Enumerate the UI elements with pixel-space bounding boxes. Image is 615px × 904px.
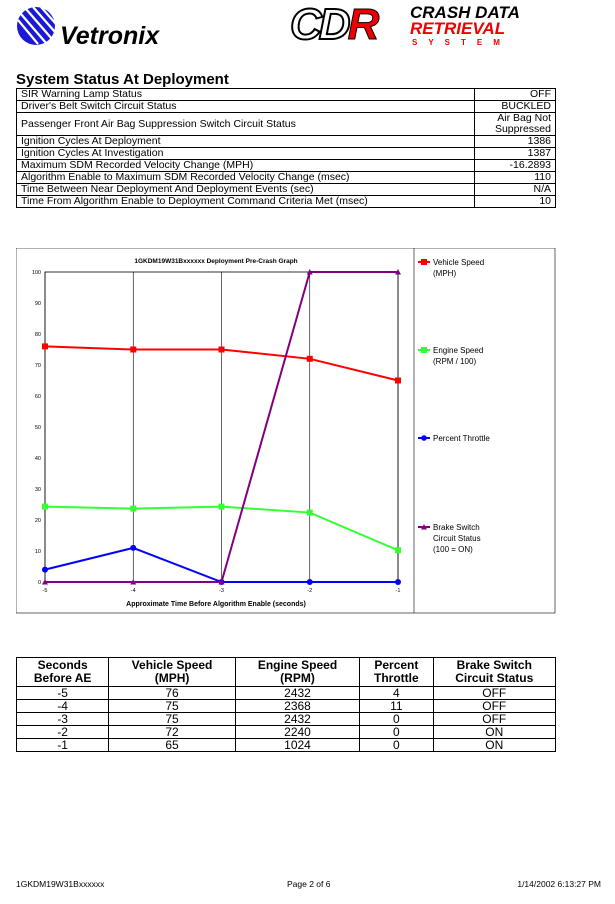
legend-label: (RPM / 100): [433, 357, 477, 366]
y-tick-label: 60: [34, 394, 41, 400]
x-tick-label: -5: [42, 588, 48, 594]
table-cell: ON: [433, 739, 556, 752]
table-cell: OFF: [433, 713, 556, 726]
column-header: [360, 658, 433, 687]
legend-label: (MPH): [433, 269, 457, 278]
y-tick-label: 70: [34, 363, 41, 369]
status-label: Maximum SDM Recorded Velocity Change (MPH): [17, 160, 475, 172]
column-header: [433, 658, 556, 687]
table-row: [17, 713, 556, 726]
status-label: Driver's Belt Switch Circuit Status: [17, 101, 475, 113]
table-cell: -2: [17, 726, 109, 739]
data-point: [42, 343, 48, 349]
table-row: [17, 687, 556, 700]
table-cell: 75: [109, 700, 235, 713]
table-cell: 1024: [235, 739, 359, 752]
status-value: -16.2893: [475, 160, 556, 172]
chart-x-axis-label: Approximate Time Before Algorithm Enable (seconds): [126, 601, 306, 608]
y-tick-label: 50: [34, 425, 41, 431]
footer-datetime: 1/14/2002 6:13:27 PM: [517, 879, 601, 889]
column-header-line: (MPH): [154, 671, 190, 685]
pre-crash-chart: [16, 248, 556, 614]
y-tick-label: 30: [34, 487, 41, 493]
column-header: [17, 658, 109, 687]
status-label: Ignition Cycles At Investigation: [17, 148, 475, 160]
column-header: [235, 658, 359, 687]
status-row: [17, 113, 556, 136]
table-cell: 72: [109, 726, 235, 739]
status-value: N/A: [475, 184, 556, 196]
legend-label: Percent Throttle: [433, 434, 490, 443]
status-label: Time Between Near Deployment And Deployment Events (sec): [17, 184, 475, 196]
status-label: Algorithm Enable to Maximum SDM Recorded Velocity Change (msec): [17, 172, 475, 184]
column-header-line: Seconds: [37, 658, 88, 672]
data-point: [307, 356, 313, 362]
table-cell: 76: [109, 687, 235, 700]
y-tick-label: 90: [34, 301, 41, 307]
status-table: [16, 88, 556, 208]
legend-swatch-marker: [421, 435, 427, 441]
table-cell: 11: [360, 700, 433, 713]
status-value: 1387: [475, 148, 556, 160]
table-cell: ON: [433, 726, 556, 739]
table-row: [17, 726, 556, 739]
table-row: [17, 739, 556, 752]
status-value: 110: [475, 172, 556, 184]
data-point: [130, 506, 136, 512]
legend-label: Brake Switch: [433, 523, 480, 532]
status-row: [17, 136, 556, 148]
cdr-letters: [290, 0, 377, 49]
status-value: OFF: [475, 89, 556, 101]
section-title: System Status At Deployment: [16, 71, 229, 88]
status-value: 10: [475, 196, 556, 208]
status-row: [17, 101, 556, 113]
cdr-letter-c: C: [290, 0, 319, 49]
table-cell: OFF: [433, 687, 556, 700]
status-value: BUCKLED: [475, 101, 556, 113]
status-label: Passenger Front Air Bag Suppression Switch Circuit Status: [17, 113, 475, 136]
data-point: [42, 504, 48, 510]
status-label: Ignition Cycles At Deployment: [17, 136, 475, 148]
x-tick-label: -1: [395, 588, 401, 594]
table-cell: OFF: [433, 700, 556, 713]
data-point: [219, 347, 225, 353]
data-point: [130, 347, 136, 353]
status-label: Time From Algorithm Enable to Deployment Command Criteria Met (msec): [17, 196, 475, 208]
column-header-line: Before AE: [33, 671, 92, 685]
y-tick-label: 40: [34, 456, 41, 462]
data-point: [219, 504, 225, 510]
table-cell: 2368: [235, 700, 359, 713]
cdr-logo: [290, 0, 560, 49]
status-row: [17, 89, 556, 101]
status-value: 1386: [475, 136, 556, 148]
status-row: [17, 172, 556, 184]
y-tick-label: 20: [34, 518, 41, 524]
status-label: SIR Warning Lamp Status: [17, 89, 475, 101]
chart-border: [16, 248, 555, 613]
data-point: [307, 510, 313, 516]
footer-vin: 1GKDM19W31Bxxxxxx: [16, 879, 105, 889]
footer-page-number: Page 2 of 6: [287, 879, 331, 889]
column-header-line: Engine Speed: [257, 658, 338, 672]
legend-label: Engine Speed: [433, 346, 484, 355]
legend-swatch-marker: [421, 347, 427, 353]
data-point: [130, 545, 136, 551]
y-tick-label: 100: [31, 270, 41, 276]
vetronix-logo: [16, 6, 196, 50]
cdr-letter-d: D: [318, 0, 348, 49]
data-point: [395, 378, 401, 384]
table-cell: -1: [17, 739, 109, 752]
y-tick-label: 10: [34, 549, 41, 555]
status-value: Air Bag Not Suppressed: [475, 113, 556, 136]
column-header-line: Percent: [374, 658, 419, 672]
column-header: [109, 658, 235, 687]
data-point: [395, 547, 401, 553]
x-tick-label: -4: [130, 588, 136, 594]
chart-title: 1GKDM19W31Bxxxxxx Deployment Pre-Crash Graph: [134, 258, 298, 265]
table-row: [17, 700, 556, 713]
column-header-line: Vehicle Speed: [131, 658, 213, 672]
table-cell: 0: [360, 713, 433, 726]
cdr-line-retrieval: RETRIEVAL: [410, 19, 506, 38]
table-cell: -3: [17, 713, 109, 726]
table-cell: 4: [360, 687, 433, 700]
table-cell: -5: [17, 687, 109, 700]
column-header-line: Throttle: [374, 671, 419, 685]
table-cell: 2432: [235, 687, 359, 700]
y-tick-label: 0: [37, 580, 41, 586]
table-cell: -4: [17, 700, 109, 713]
data-point: [395, 579, 401, 585]
legend-label: (100 = ON): [433, 545, 473, 554]
legend-label: Circuit Status: [433, 534, 481, 543]
legend-label: Vehicle Speed: [433, 258, 485, 267]
table-cell: 2240: [235, 726, 359, 739]
data-point: [42, 567, 48, 573]
status-row: [17, 160, 556, 172]
column-header-line: Brake Switch: [456, 658, 532, 672]
legend-swatch-marker: [421, 259, 427, 265]
y-tick-label: 80: [34, 332, 41, 338]
data-point: [307, 579, 313, 585]
globe-icon: [16, 6, 56, 46]
column-header-line: Circuit Status: [455, 671, 534, 685]
cdr-line-system: SYSTEM: [412, 38, 511, 47]
status-row: [17, 196, 556, 208]
table-cell: 0: [360, 726, 433, 739]
status-row: [17, 184, 556, 196]
data-table: [16, 657, 556, 752]
x-tick-label: -2: [307, 588, 313, 594]
table-cell: 75: [109, 713, 235, 726]
column-header-line: (RPM): [280, 671, 315, 685]
table-cell: 2432: [235, 713, 359, 726]
vetronix-wordmark: Vetronix: [60, 22, 160, 50]
cdr-line-crash-data: CRASH DATA: [410, 3, 520, 22]
status-row: [17, 148, 556, 160]
cdr-letter-r: R: [347, 0, 377, 49]
table-cell: 0: [360, 739, 433, 752]
table-cell: 65: [109, 739, 235, 752]
x-tick-label: -3: [219, 588, 224, 594]
